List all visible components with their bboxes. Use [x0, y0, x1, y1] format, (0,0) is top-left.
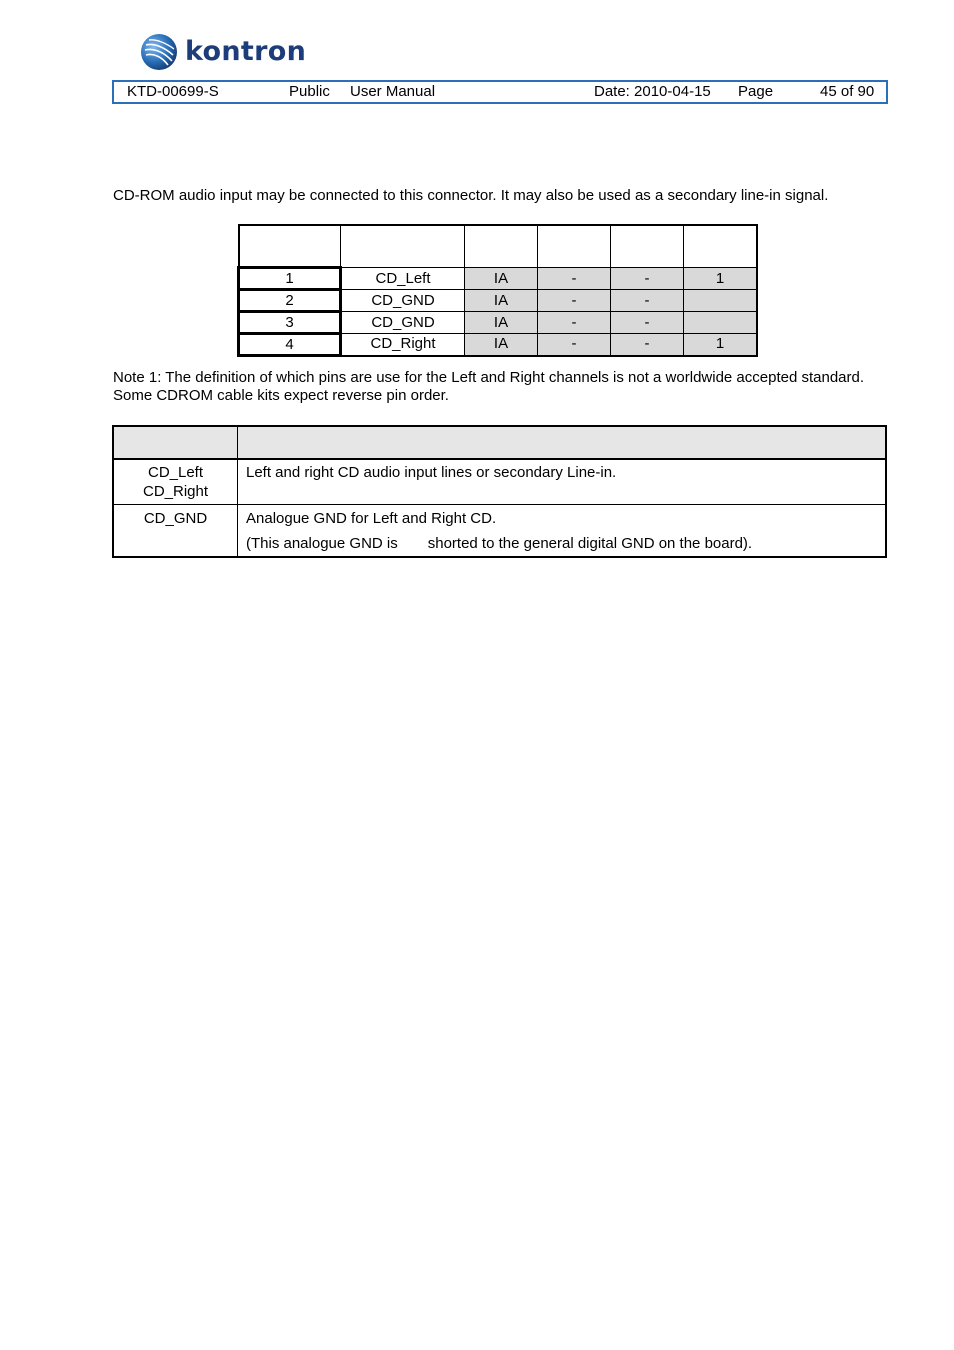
- cell: -: [611, 312, 684, 334]
- signal-name-cell: [113, 459, 238, 505]
- table-row: [239, 312, 758, 334]
- note-part: shorted to the general digital GND on the board).: [427, 535, 753, 552]
- note-cell: 1: [684, 268, 758, 290]
- cell: -: [611, 290, 684, 312]
- doc-id: KTD-00699-S: [127, 83, 219, 100]
- page-number: 45 of 90: [820, 83, 875, 100]
- cell: -: [538, 334, 611, 356]
- table-row: [239, 268, 758, 290]
- doc-classification: Public: [289, 83, 330, 100]
- kontron-logo: [140, 33, 306, 71]
- cell: -: [611, 334, 684, 356]
- signal-description-table: [112, 425, 887, 558]
- signal-description: Analogue GND for Left and Right CD.: [246, 510, 497, 527]
- note-cell: [684, 312, 758, 334]
- document-header: [112, 80, 888, 104]
- note-cell: 1: [684, 334, 758, 356]
- signal-table-header: [113, 426, 886, 459]
- pin-cell: 1: [239, 268, 341, 290]
- signal-cell: CD_Left: [341, 268, 465, 290]
- cell: -: [538, 268, 611, 290]
- signal-name-cell: [113, 505, 238, 558]
- pin-table-header: [239, 225, 758, 268]
- table-row: [239, 334, 758, 356]
- table-row: [113, 459, 886, 505]
- cell: -: [611, 268, 684, 290]
- cell: -: [538, 312, 611, 334]
- signal-description-note: [246, 534, 877, 553]
- type-cell: IA: [465, 312, 538, 334]
- pin-cell: 3: [239, 312, 341, 334]
- kontron-wordmark: kontron: [185, 36, 307, 67]
- type-cell: IA: [465, 334, 538, 356]
- signal-name: CD_GND: [143, 510, 208, 527]
- signal-description: Left and right CD audio input lines or secondary Line-in.: [238, 459, 887, 505]
- signal-name: CD_Left: [147, 464, 204, 481]
- intro-paragraph: CD-ROM audio input may be connected to this connector. It may also be used as a secondary line-in signal.: [113, 187, 829, 204]
- pin-cell: 4: [239, 334, 341, 356]
- note-part: (This analogue GND is: [246, 535, 398, 552]
- signal-cell: CD_GND: [341, 290, 465, 312]
- cell: -: [538, 290, 611, 312]
- signal-description-cell: [238, 505, 887, 558]
- signal-name: CD_Right: [142, 483, 209, 500]
- type-cell: IA: [465, 290, 538, 312]
- note-cell: [684, 290, 758, 312]
- page-label: Page: [738, 83, 774, 100]
- pin-cell: 2: [239, 290, 341, 312]
- table-row: [239, 290, 758, 312]
- pin-table: [237, 224, 758, 357]
- type-cell: IA: [465, 268, 538, 290]
- doc-type: User Manual: [350, 83, 436, 100]
- doc-date: Date: 2010-04-15: [594, 83, 711, 100]
- note-paragraph: Note 1: The definition of which pins are use for the Left and Right channels is not a worldwide accepted standard. Some CDROM cable kits expect reverse pin order.: [113, 369, 865, 404]
- signal-cell: CD_GND: [341, 312, 465, 334]
- signal-cell: CD_Right: [341, 334, 465, 356]
- table-row: [113, 505, 886, 558]
- kontron-globe-icon: [140, 33, 178, 71]
